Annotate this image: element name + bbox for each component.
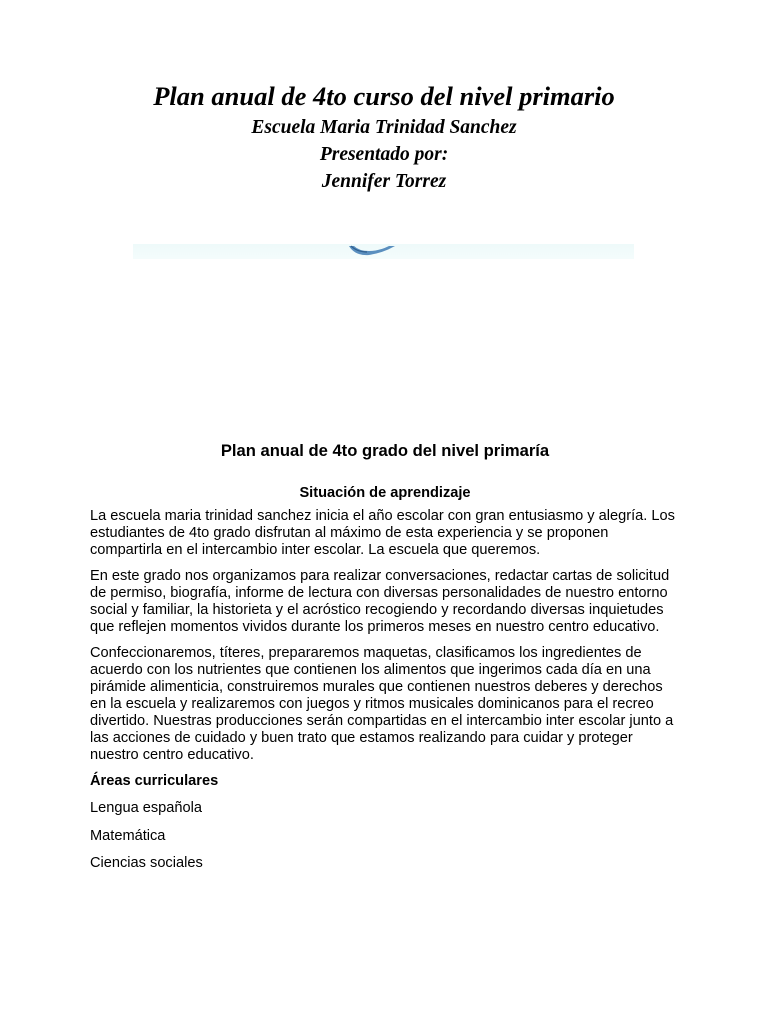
cover-image-graphic <box>133 244 634 259</box>
presented-by-label: Presentado por: <box>319 144 449 165</box>
school-name: Escuela Maria Trinidad Sanchez <box>251 117 517 138</box>
paragraph: La escuela maria trinidad sanchez inicia el año escolar con gran entusiasmo y alegría. Los estudiantes de 4to grado disfrutan al máximo de esta experiencia y se proponen compartirla en el intercambio inter escolar. La escuela que queremos. <box>90 508 675 558</box>
plan-title: Plan anual de 4to grado del nivel primaría <box>220 441 550 460</box>
main-content <box>90 440 680 883</box>
author-name: Jennifer Torrez <box>321 171 447 192</box>
areas-heading: Áreas curriculares <box>90 773 219 789</box>
cover-image-shape <box>349 246 395 255</box>
area-item: Lengua española <box>90 800 202 816</box>
cover-section <box>0 78 768 195</box>
area-item: Matemática <box>90 827 166 844</box>
area-item: Ciencias sociales <box>90 855 203 871</box>
section-title: Situación de aprendizaje <box>299 485 471 501</box>
paragraph: En este grado nos organizamos para realizar conversaciones, redactar cartas de solicitud de permiso, biografía, informe de lectura con diversas personalidades de nuestro entorno social y familiar, la historieta y el acróstico recogiendo y recordando diversas inquietudes que reflejen momentos vividos durante los primeros meses en nuestro centro educativo. <box>90 568 670 635</box>
paragraph: Confeccionaremos, títeres, prepararemos maquetas, clasificamos los ingredientes de acuerdo con los nutrientes que contienen los alimentos que ingerimos cada día en una pirámide alimenticia, construiremos murales que contienen nuestros deberes y derechos en la escuela y realizaremos con juegos y ritmos musicales dominicanos para el recreo divertido. Nuestras producciones serán compartidas en el intercambio inter escolar junto a las acciones de cuidado y buen trato que estamos realizando para cuidar y proteger nuestro centro educativo. <box>90 645 674 763</box>
cover-image <box>133 244 634 259</box>
document-title: Plan anual de 4to curso del nivel primario <box>153 81 615 111</box>
